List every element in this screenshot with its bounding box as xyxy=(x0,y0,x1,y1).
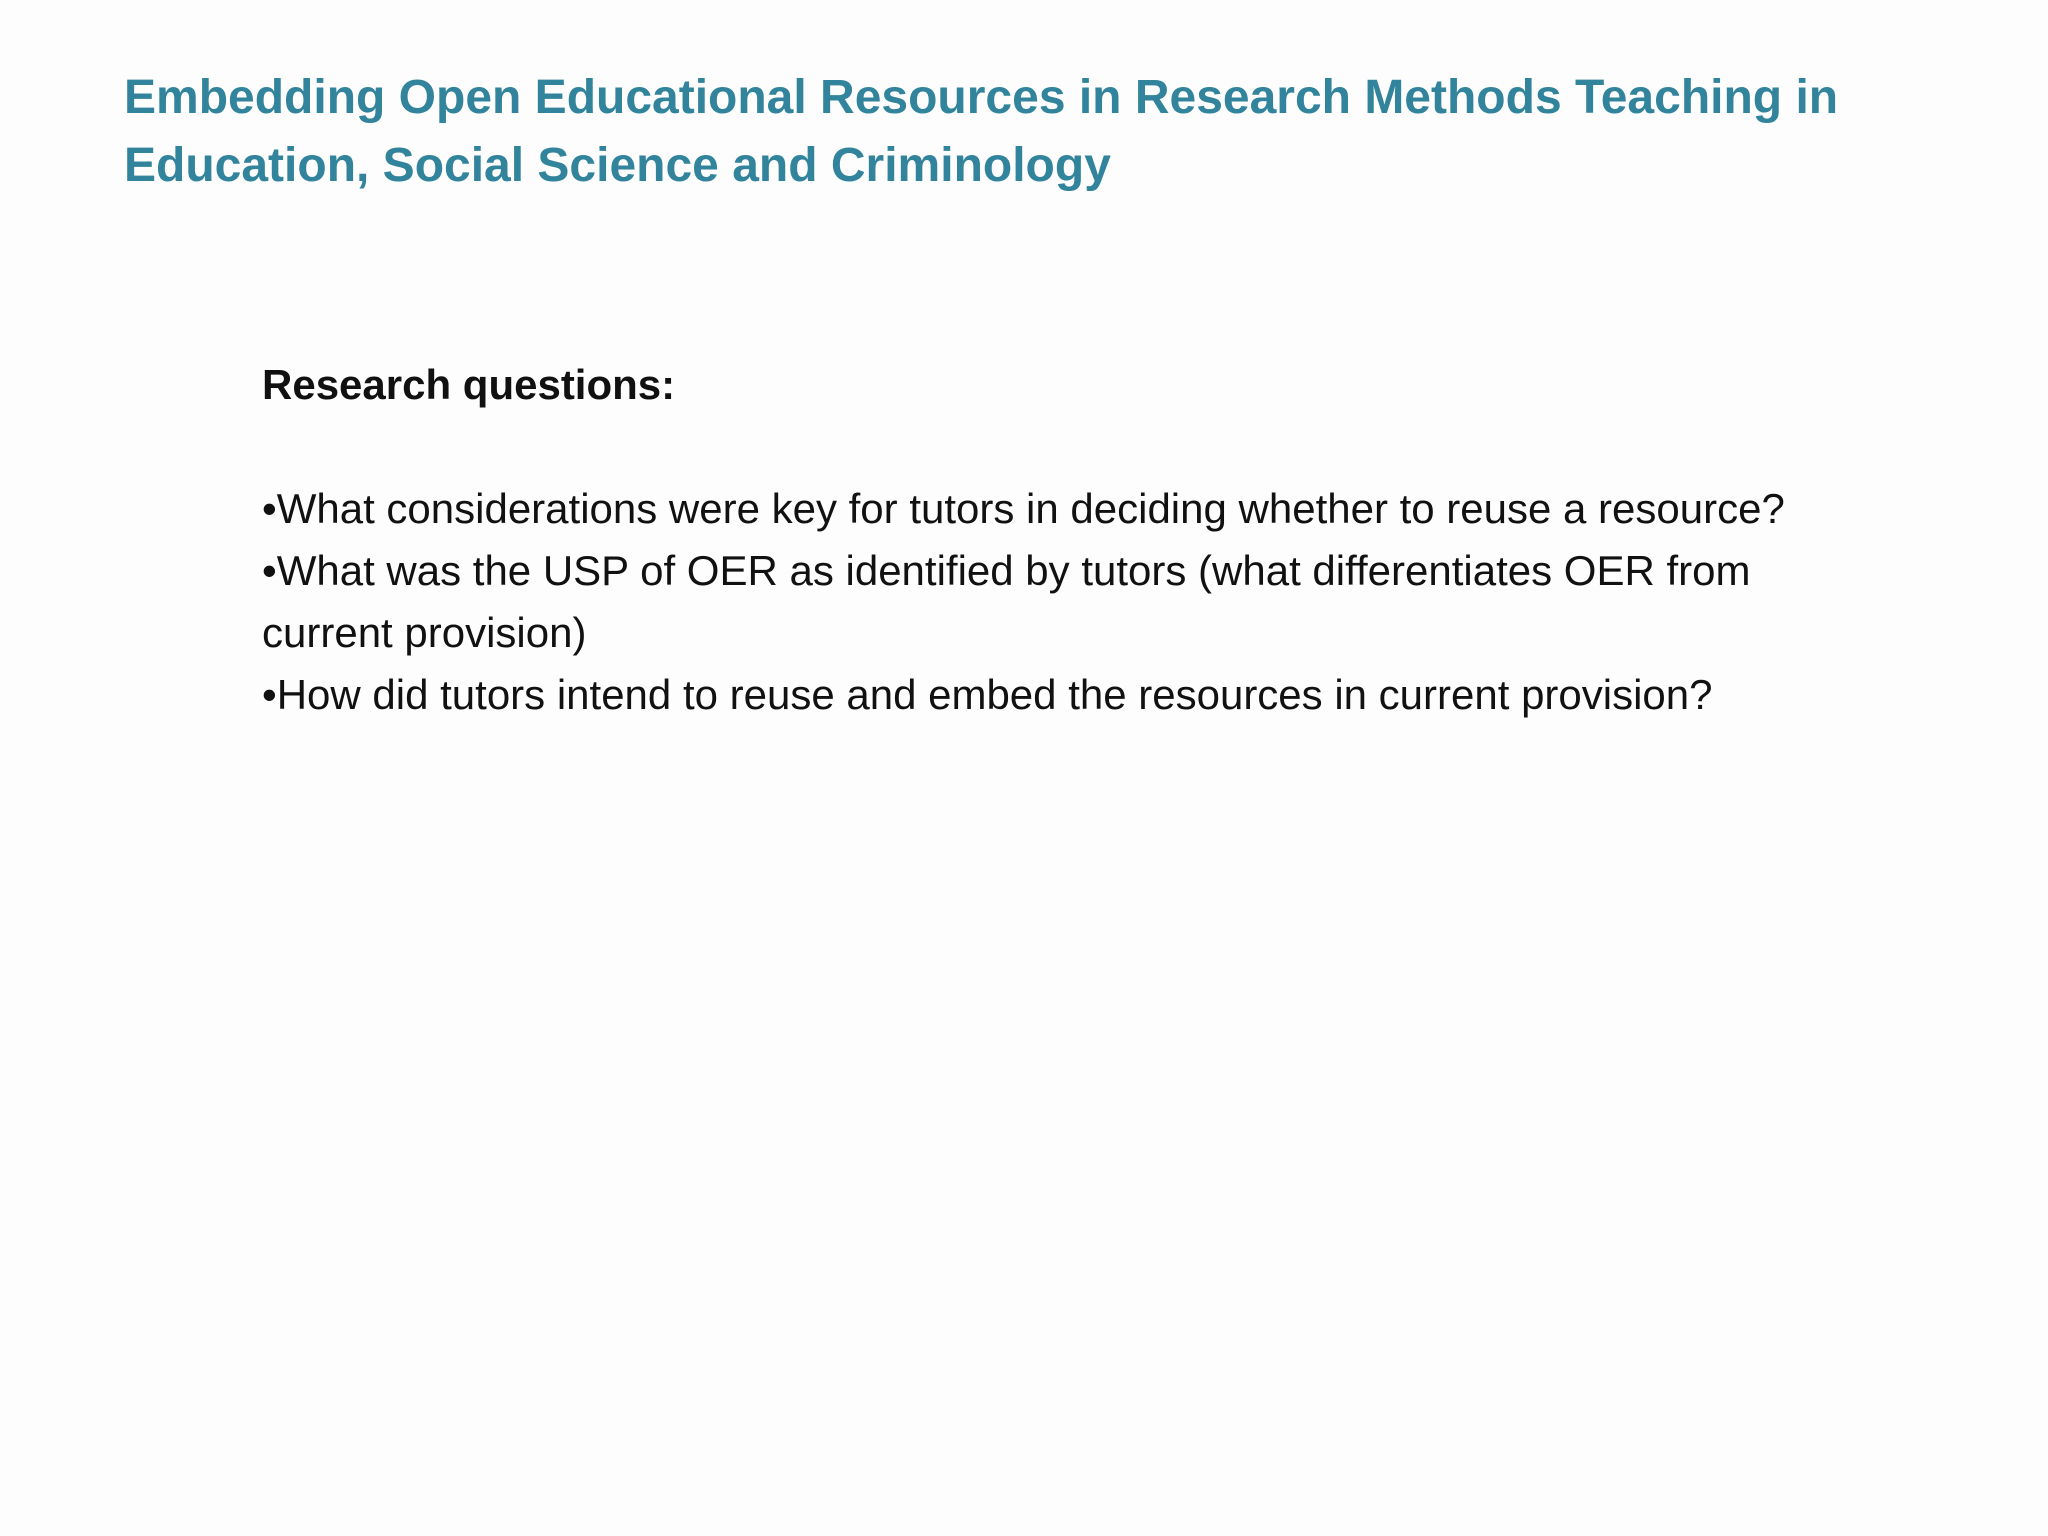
slide-title: Embedding Open Educational Resources in Research Methods Teaching in Education, Social Science and Criminology xyxy=(124,71,1839,192)
bullet-icon: • xyxy=(262,671,277,718)
list-item xyxy=(262,664,1882,726)
research-questions-heading: Research questions: xyxy=(262,361,676,408)
bullet-icon: • xyxy=(262,485,277,532)
list-item xyxy=(262,478,1882,540)
list-item xyxy=(262,540,1882,664)
question-text: What was the USP of OER as identified by tutors (what differentiates OER from current provision) xyxy=(262,547,1751,656)
bullet-icon: • xyxy=(262,547,277,594)
question-text: What considerations were key for tutors in deciding whether to reuse a resource? xyxy=(276,485,1785,532)
slide-body xyxy=(262,354,1882,726)
question-text: How did tutors intend to reuse and embed the resources in current provision? xyxy=(276,671,1713,718)
research-questions-list xyxy=(262,478,1882,726)
